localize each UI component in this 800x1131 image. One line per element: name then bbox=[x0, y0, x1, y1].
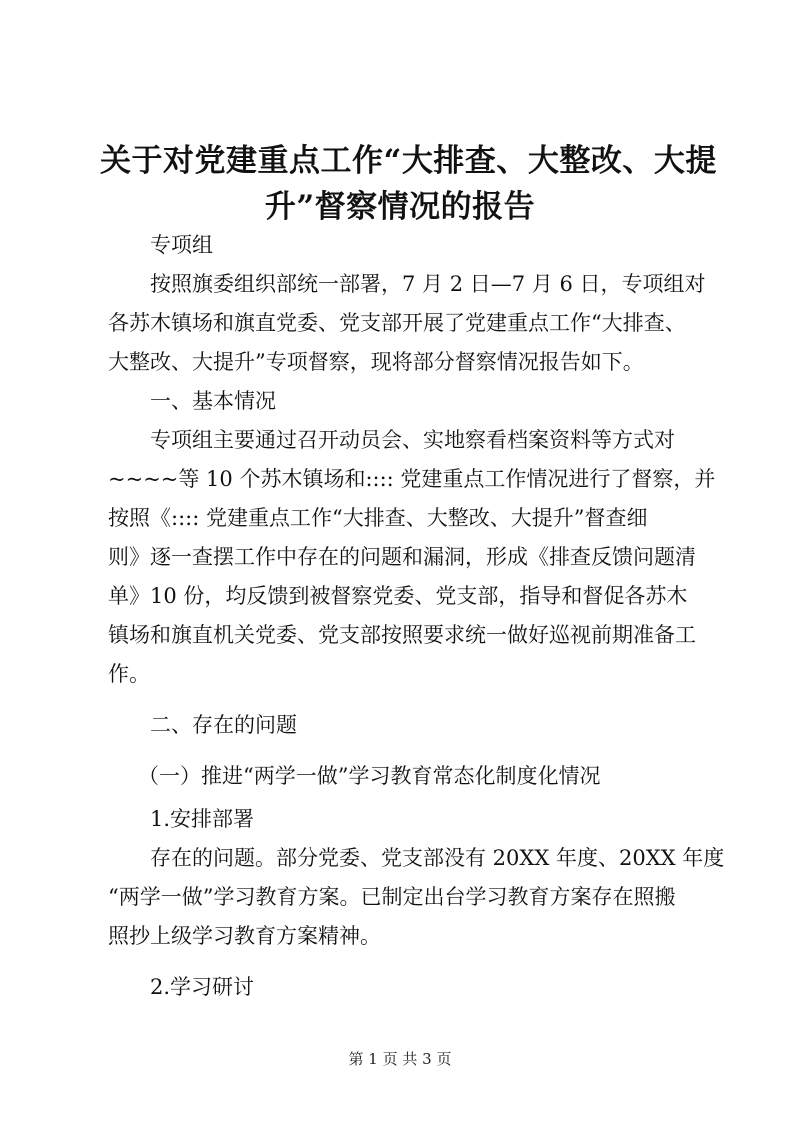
section1-line-7: 作。 bbox=[108, 662, 150, 686]
intro-line-2: 各苏木镇场和旗直党委、党支部开展了党建重点工作“大排查、 bbox=[108, 311, 686, 335]
section1-line-4: 则》逐一查摆工作中存在的问题和漏洞，形成《排查反馈问题清 bbox=[108, 545, 696, 569]
item1-line-1: 存在的问题。部分党委、党支部没有 20XX 年度、20XX 年度 bbox=[150, 846, 725, 870]
author-line: 专项组 bbox=[150, 233, 213, 257]
item1-heading: 1.安排部署 bbox=[150, 807, 255, 831]
intro-line-1: 按照旗委组织部统一部署，7 月 2 日—7 月 6 日，专项组对 bbox=[150, 272, 706, 296]
intro-line-3: 大整改、大提升”专项督察，现将部分督察情况报告如下。 bbox=[108, 350, 644, 374]
page-footer: 第 1 页 共 3 页 bbox=[348, 1050, 452, 1068]
section1-line-2: ~~~~等 10 个苏木镇场和:::: 党建重点工作情况进行了督察，并 bbox=[108, 467, 716, 491]
section1-heading: 一、基本情况 bbox=[150, 389, 276, 413]
section1-line-6: 镇场和旗直机关党委、党支部按照要求统一做好巡视前期准备工 bbox=[108, 623, 696, 647]
section1-line-5: 单》10 份，均反馈到被督察党委、党支部，指导和督促各苏木 bbox=[108, 584, 688, 608]
item2-heading: 2.学习研讨 bbox=[150, 975, 255, 999]
intro-paragraph bbox=[108, 265, 708, 382]
document-body bbox=[108, 226, 725, 1007]
section1-paragraph bbox=[108, 421, 716, 694]
item1-line-2: “两学一做”学习教育方案。已制定出台学习教育方案存在照搬 bbox=[108, 885, 676, 909]
title-line-2: 升”督察情况的报告 bbox=[264, 189, 536, 225]
item1-paragraph bbox=[108, 839, 725, 956]
document-title bbox=[100, 138, 717, 230]
subsection1-heading: （一）推进“两学一做”学习教育常态化制度化情况 bbox=[138, 764, 601, 788]
section1-line-3: 按照《:::: 党建重点工作“大排查、大整改、大提升”督查细 bbox=[108, 506, 648, 530]
section1-line-1: 专项组主要通过召开动员会、实地察看档案资料等方式对 bbox=[150, 428, 675, 452]
section2-heading: 二、存在的问题 bbox=[150, 713, 297, 737]
title-line-1: 关于对党建重点工作“大排查、大整改、大提 bbox=[100, 143, 717, 179]
item1-line-3: 照抄上级学习教育方案精神。 bbox=[108, 924, 381, 948]
